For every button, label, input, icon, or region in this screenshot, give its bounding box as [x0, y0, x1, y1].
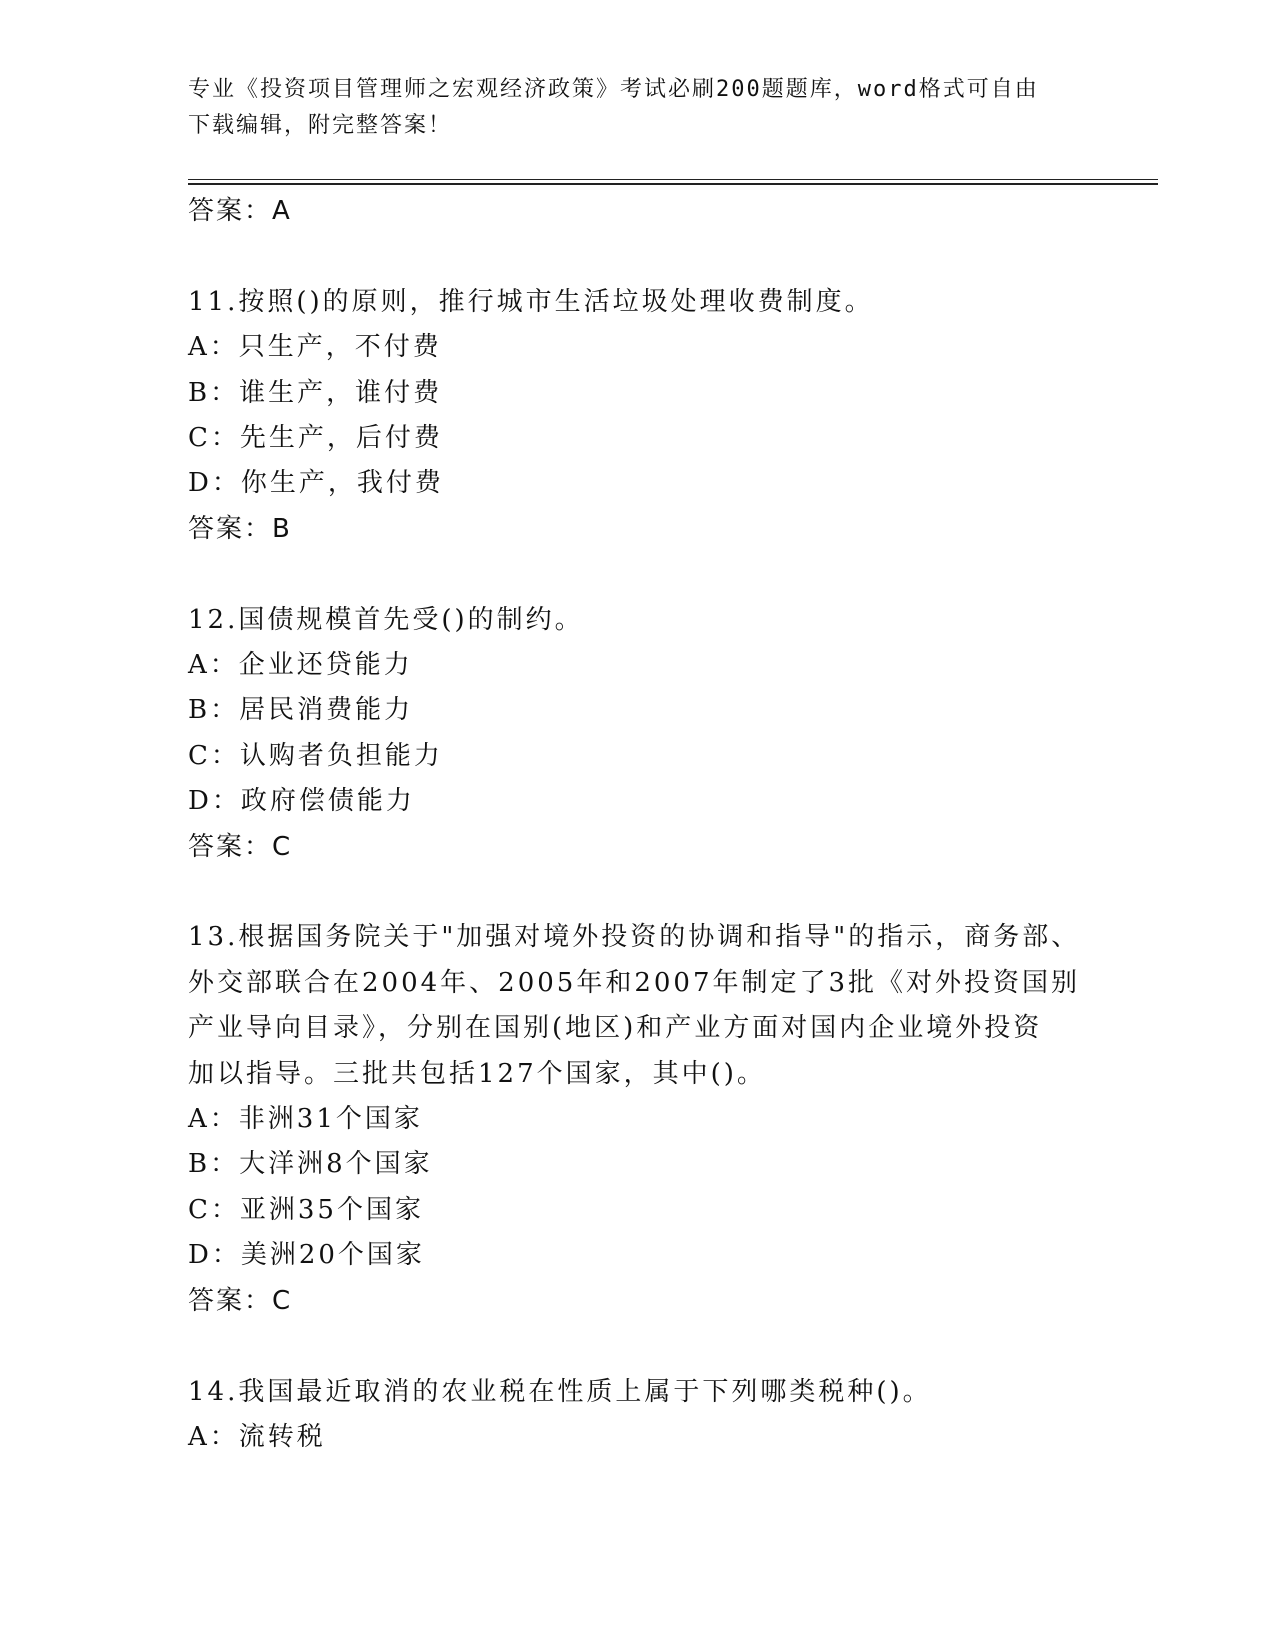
header-divider-thick: [188, 183, 1158, 185]
question-stem-line-4: 加以指导。三批共包括127个国家，其中()。: [188, 1058, 766, 1089]
question-stem-line-3: 产业导向目录》，分别在国别(地区)和产业方面对国内企业境外投资: [188, 1013, 1043, 1044]
option-b: B：谁生产，谁付费: [188, 377, 443, 408]
question-stem: 11.按照()的原则，推行城市生活垃圾处理收费制度。: [188, 286, 874, 317]
answer: 答案：C: [188, 1285, 293, 1316]
header-line-2: 下载编辑，附完整答案！: [188, 113, 453, 138]
option-c: C：亚洲35个国家: [188, 1194, 424, 1225]
question-list: [188, 189, 1081, 1460]
answer: 答案：B: [188, 513, 292, 544]
option-d: D：政府偿债能力: [188, 786, 415, 817]
option-a: A：流转税: [188, 1421, 326, 1452]
option-c: C：先生产，后付费: [188, 423, 443, 454]
header-divider-thin: [188, 179, 1158, 180]
document-header: [188, 72, 1068, 144]
question-14: [188, 1370, 1068, 1461]
option-a: A：只生产，不付费: [188, 332, 442, 363]
option-a: A：非洲31个国家: [188, 1104, 423, 1135]
question-stem-line-1: 13.根据国务院关于"加强对境外投资的协调和指导"的指示，商务部、: [188, 922, 1081, 953]
option-d: D：美洲20个国家: [188, 1240, 425, 1271]
question-stem: 14.我国最近取消的农业税在性质上属于下列哪类税种()。: [188, 1376, 932, 1407]
question-stem: 12.国债规模首先受()的制约。: [188, 604, 584, 635]
spacer: [188, 870, 1068, 915]
spacer: [188, 1324, 1068, 1369]
option-b: B：大洋洲8个国家: [188, 1149, 433, 1180]
spacer: [188, 552, 1068, 597]
header-line-1: 专业《投资项目管理师之宏观经济政策》考试必刷200题题库，word格式可自由: [188, 77, 1039, 102]
question-13: [188, 915, 1081, 1324]
answer: 答案：C: [188, 831, 293, 862]
question-12: [188, 598, 1068, 870]
option-b: B：居民消费能力: [188, 695, 414, 726]
option-a: A：企业还贷能力: [188, 650, 413, 681]
question-11: [188, 280, 1068, 552]
question-stem-line-2: 外交部联合在2004年、2005年和2007年制定了3批《对外投资国别: [188, 967, 1081, 998]
previous-answer: 答案：A: [188, 196, 292, 226]
spacer: [188, 234, 1068, 279]
option-d: D：你生产，我付费: [188, 468, 444, 499]
option-c: C：认购者负担能力: [188, 740, 443, 771]
